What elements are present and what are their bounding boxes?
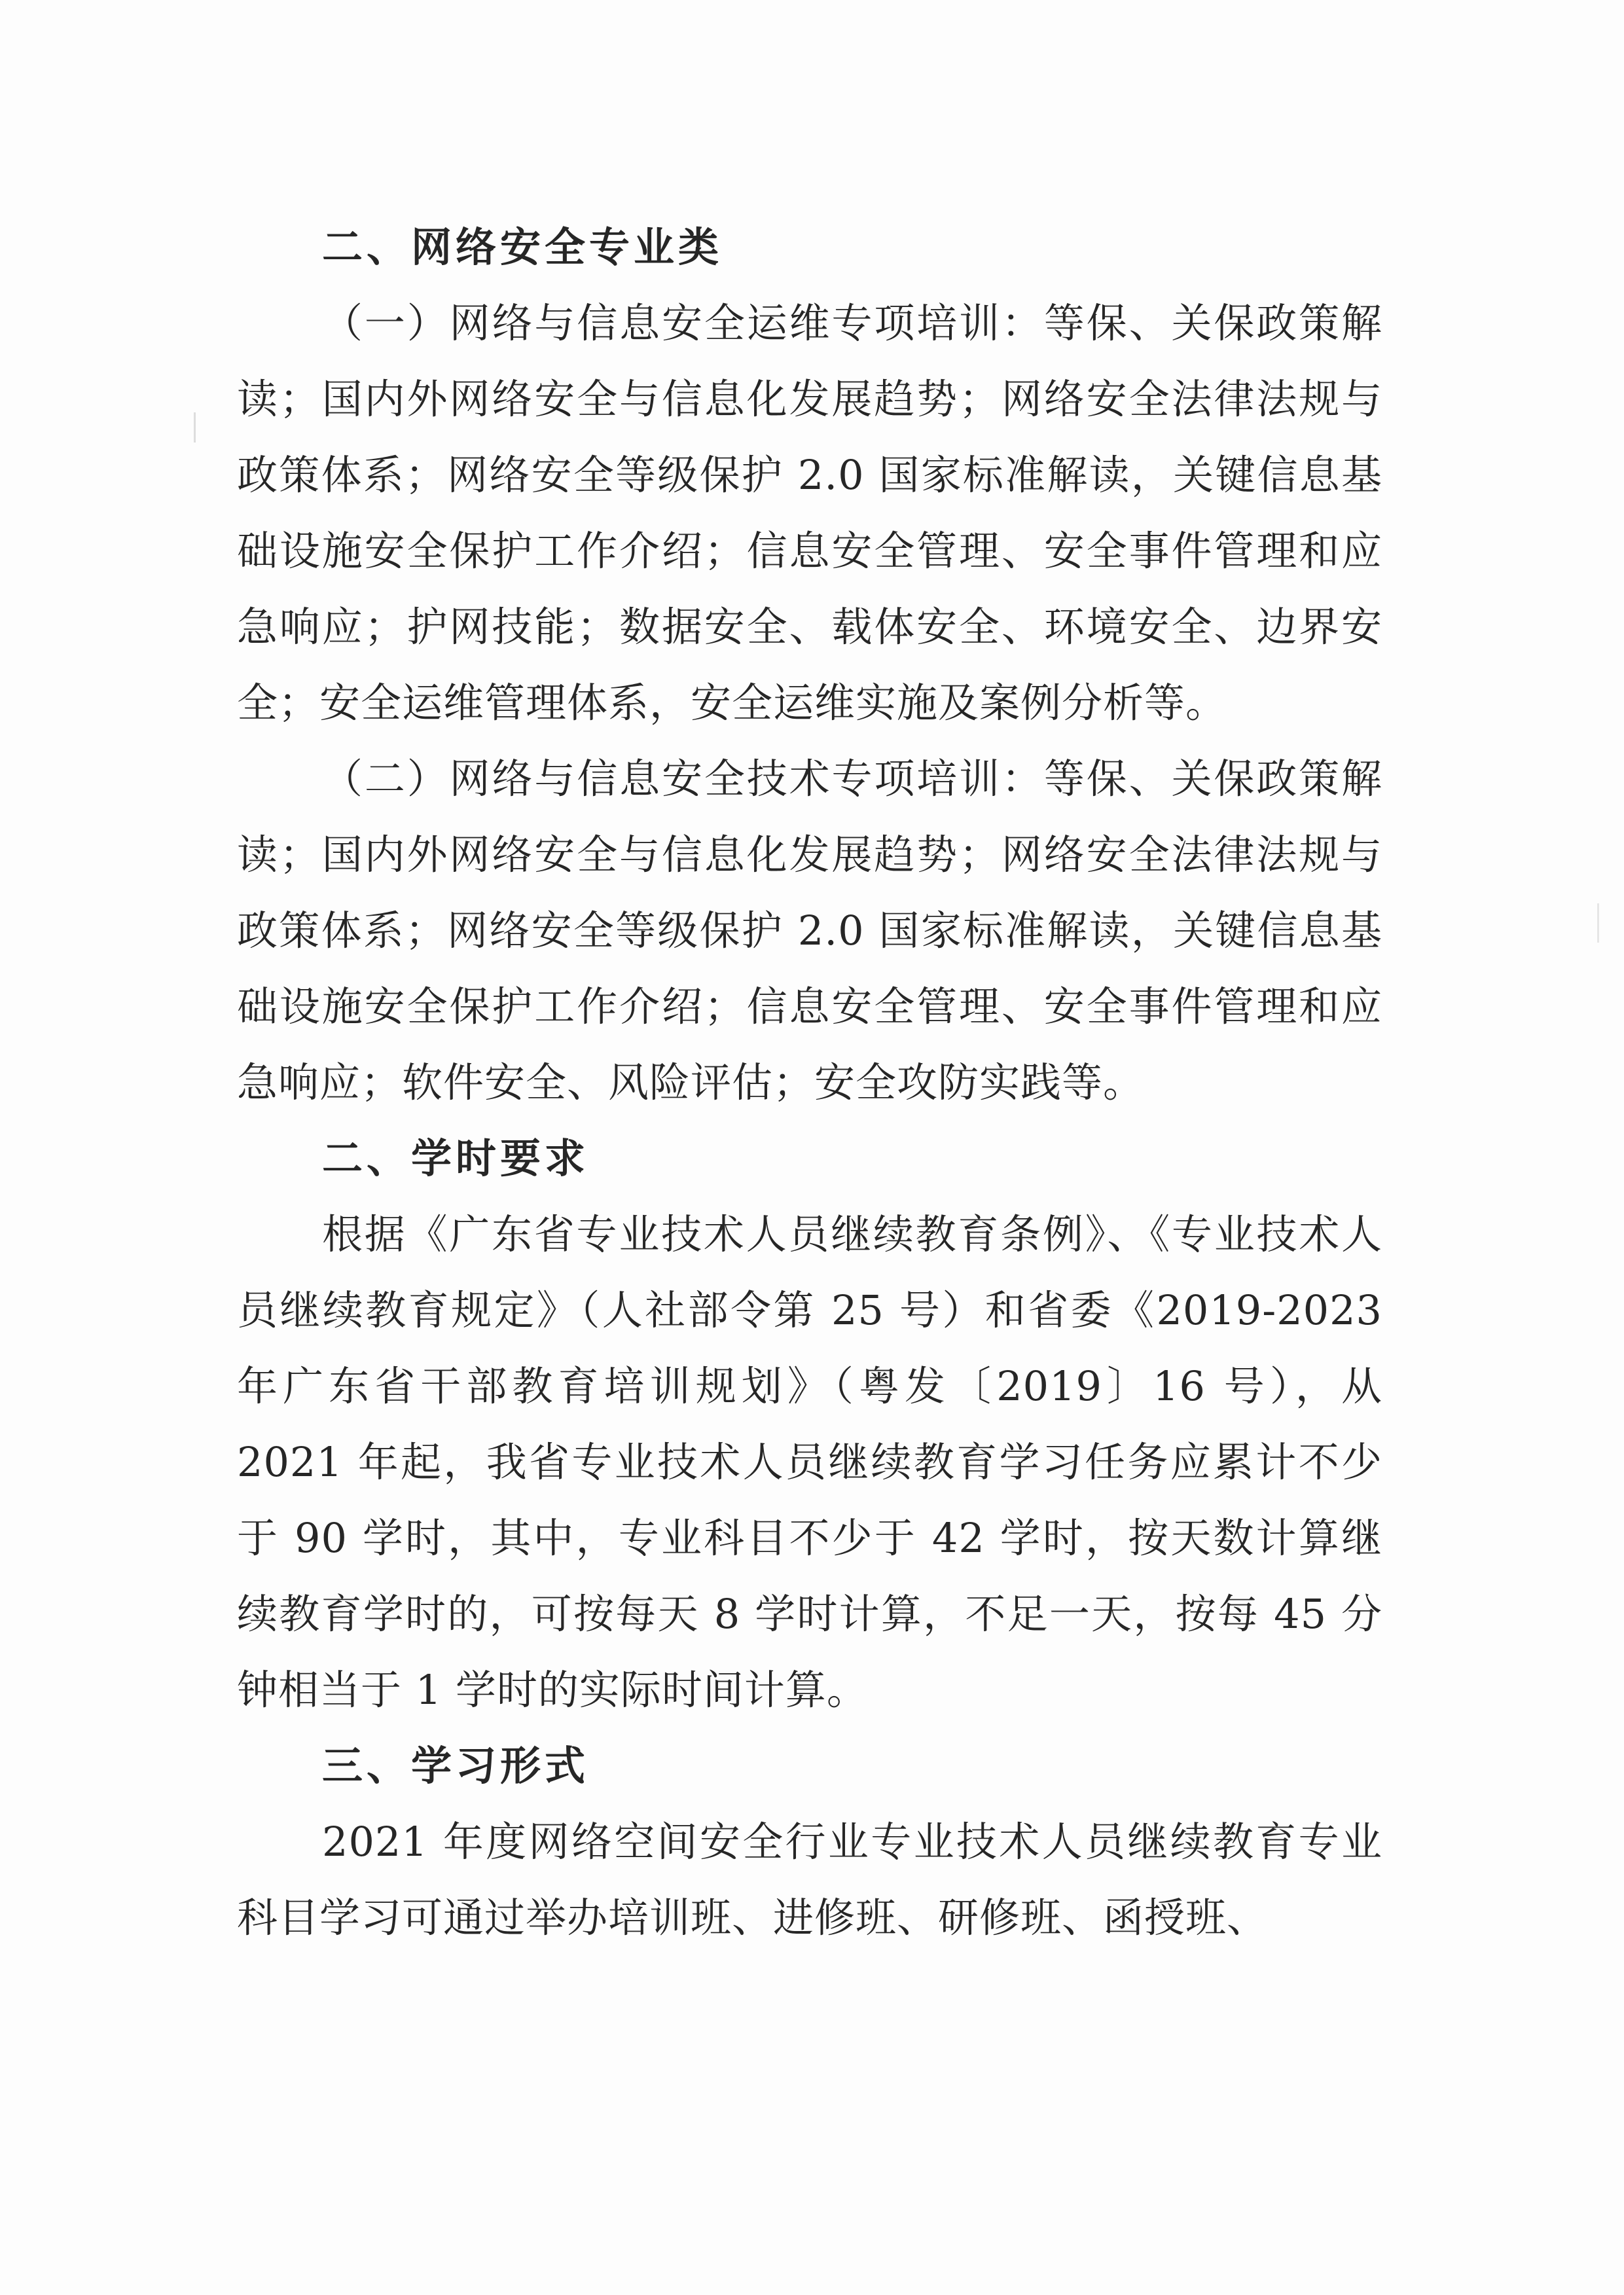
paragraph-format: 2021 年度网络空间安全行业专业技术人员继续教育专业科目学习可通过举办培训班、进修班、研修班、函授班、 [237, 1818, 1382, 1942]
section-heading-network-security: 二、网络安全专业类 [322, 223, 723, 271]
paragraph-tech-training: （二）网络与信息安全技术专项培训：等保、关保政策解读；国内外网络安全与信息化发展趋势；网络安全法律法规与政策体系；网络安全等级保护 2.0 国家标准解读，关键信息基础设施安全保护工作介绍；信息安全管理、安全事件管理和应急响应；软件安全、风险评估；安全攻防实践等。 [237, 755, 1382, 1106]
scan-mark [1597, 903, 1599, 943]
scan-mark [194, 412, 196, 443]
paragraph-ops-training: （一）网络与信息安全运维专项培训：等保、关保政策解读；国内外网络安全与信息化发展趋势；网络安全法律法规与政策体系；网络安全等级保护 2.0 国家标准解读，关键信息基础设施安全保护工作介绍；信息安全管理、安全事件管理和应急响应；护网技能；数据安全、载体安全、环境安全、边界安全；安全运维管理体系，安全运维实施及案例分析等。 [237, 299, 1382, 727]
section-heading-hours: 二、学时要求 [322, 1134, 590, 1182]
section-heading-format: 三、学习形式 [322, 1742, 590, 1790]
paragraph-hours: 根据《广东省专业技术人员继续教育条例》、《专业技术人员继续教育规定》（人社部令第 25 号）和省委《2019-2023 年广东省干部教育培训规划》（粤发〔2019〕16 号），从 2021 年起，我省专业技术人员继续教育学习任务应累计不少于 90 学时，其中，专业科目不少于 42 学时，按天数计算继续教育学时的，可按每天 8 学时计算，不足一天，按每 45 分钟相当于 1 学时的实际时间计算。 [237, 1210, 1382, 1714]
document-body [237, 209, 1382, 1956]
